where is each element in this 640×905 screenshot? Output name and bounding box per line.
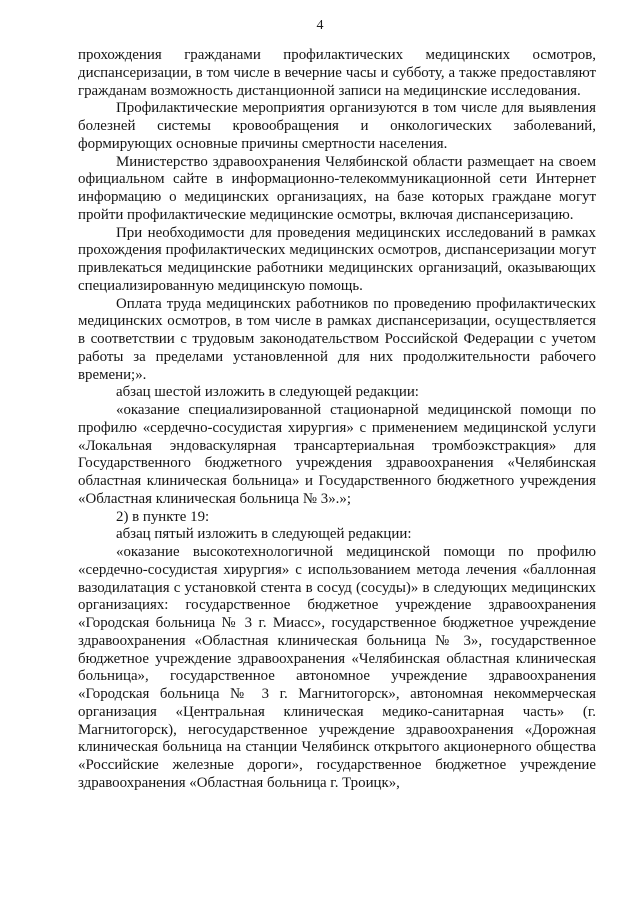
paragraph: При необходимости для проведения медицинских исследований в рамках прохождения профилактических медицинских осмотров, диспансеризации могут привлекаться медицинские работники медицинских организаций, оказывающих специализированную медицинскую помощь. xyxy=(78,224,596,294)
paragraph: Министерство здравоохранения Челябинской области размещает на своем официальном сайте в информационно-телекоммуникационной сети Интернет информацию о медицинских организациях, на базе которых граждане могут пройти профилактические медицинские осмотры, включая диспансеризацию. xyxy=(78,153,596,223)
paragraph: абзац шестой изложить в следующей редакции: xyxy=(116,384,419,401)
paragraph: «оказание специализированной стационарной медицинской помощи по профилю «сердечно-сосудистая хирургия» с применением медицинской услуги «Локальная эндоваскулярная трансартериальная тромбоэкстракция» для Государственного бюджетного учреждения здравоохранения «Челябинская областная клиническая больница» и Государственного бюджетного учреждения «Областная клиническая больница № 3».»; xyxy=(78,402,596,507)
paragraph: абзац пятый изложить в следующей редакции: xyxy=(116,526,412,543)
paragraph: 2) в пункте 19: xyxy=(116,508,210,525)
page-number: 4 xyxy=(316,18,324,33)
document-body xyxy=(78,47,596,793)
paragraph: Оплата труда медицинских работников по проведению профилактических медицинских осмотров, в том числе в рамках диспансеризации, осуществляется в соответствии с трудовым законодательством Российской Федерации с учетом работы за пределами установленной для них продолжительности рабочего времени;». xyxy=(78,295,596,383)
paragraph: Профилактические мероприятия организуются в том числе для выявления болезней системы кровообращения и онкологических заболеваний, формирующих основные причины смертности населения. xyxy=(78,100,596,152)
paragraph-continuation: прохождения гражданами профилактических медицинских осмотров, диспансеризации, в том числе в вечерние часы и субботу, а также предоставляют гражданам возможность дистанционной записи на медицинские исследования. xyxy=(78,47,596,99)
paragraph: «оказание высокотехнологичной медицинской помощи по профилю «сердечно-сосудистая хирургия» с использованием метода лечения «баллонная вазодилатация с установкой стента в сосуд (сосуды)» в следующих медицинских организациях: государственное бюджетное учреждение здравоохранения «Городская больница № 3 г. Миасс», государственное бюджетное учреждение здравоохранения «Областная клиническая больница № 3», государственное бюджетное учреждение здравоохранения «Челябинская областная клиническая больница», государственное автономное учреждение здравоохранения «Городская больница № 3 г. Магнитогорск», автономная некоммерческая организация «Центральная клиническая медико-санитарная часть» (г. Магнитогорск), негосударственное учреждение здравоохранения «Дорожная клиническая больница на станции Челябинск открытого акционерного общества «Российские железные дороги», государственное бюджетное учреждение здравоохранения «Областная больница г. Троицк», xyxy=(78,544,596,791)
